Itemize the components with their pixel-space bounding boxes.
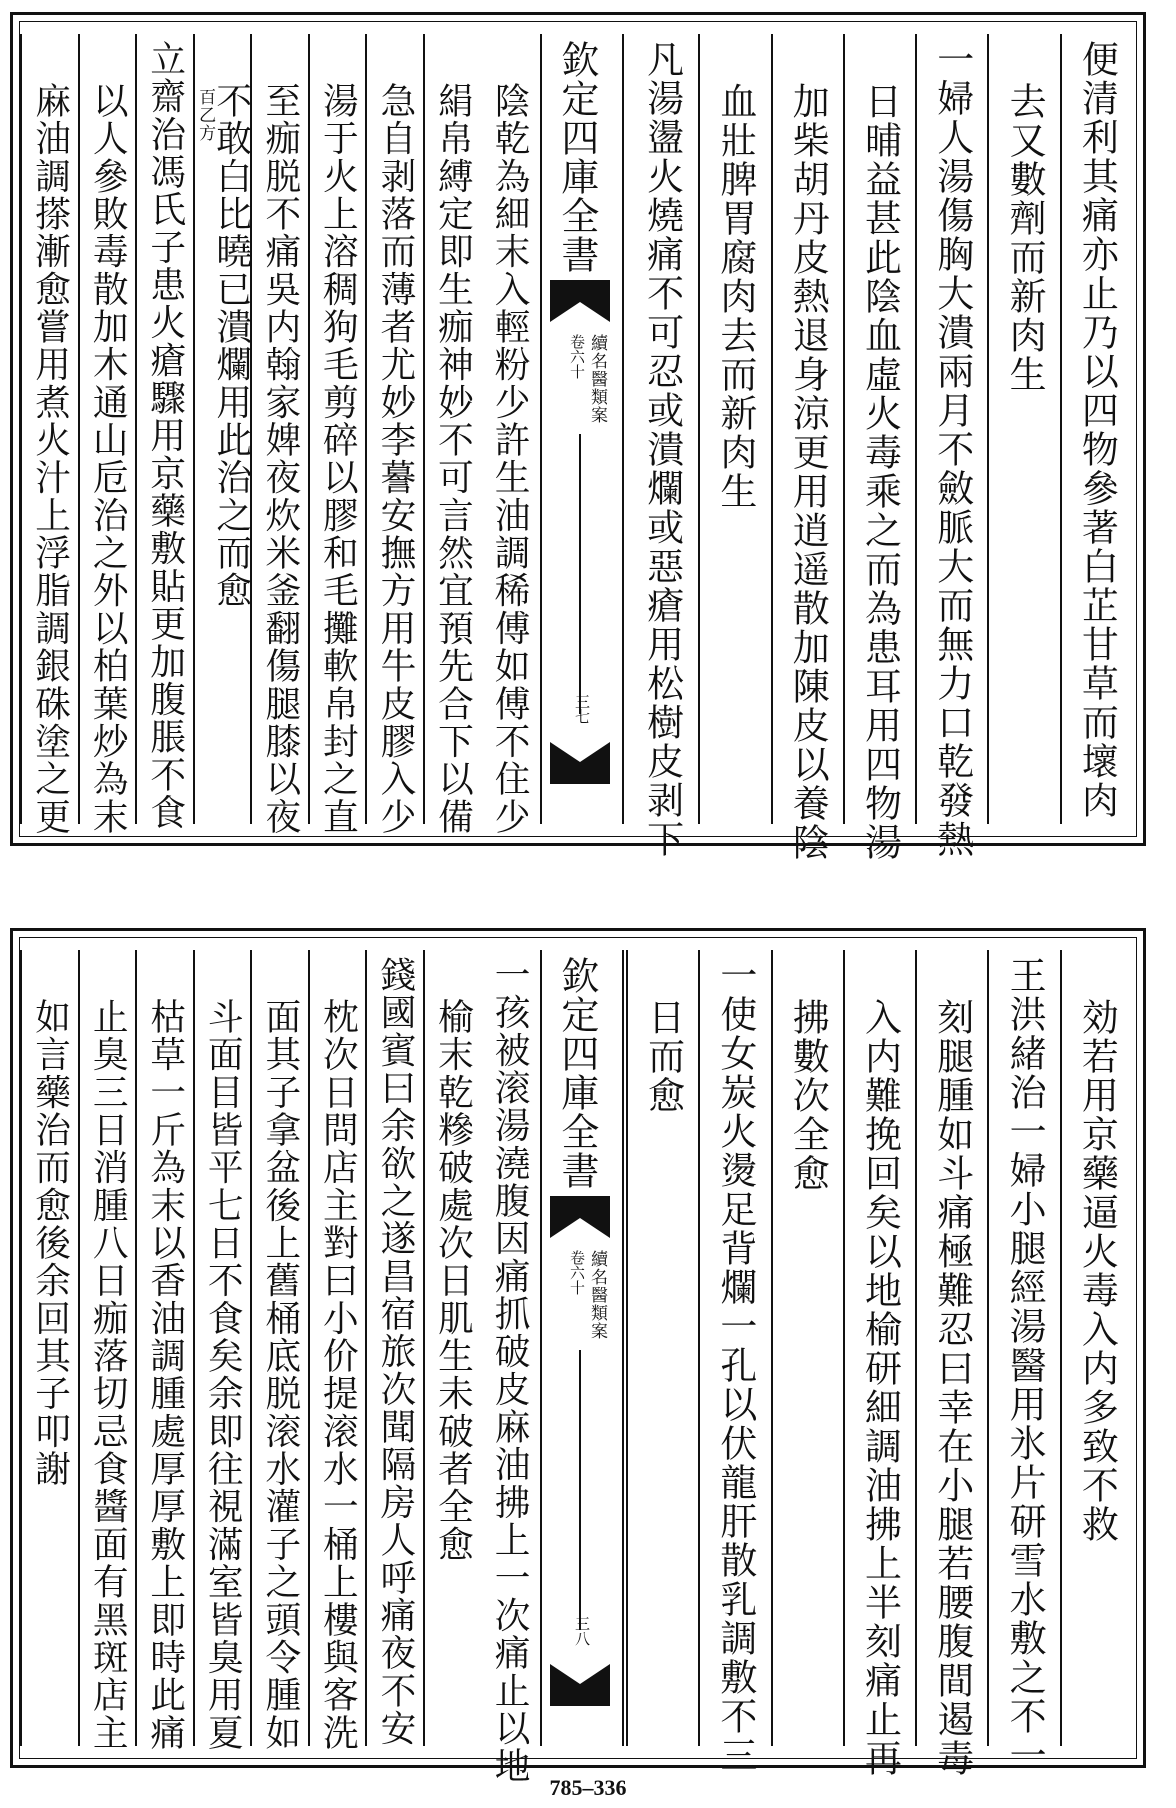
fold-center [540, 34, 624, 824]
column-text [432, 82, 474, 836]
column-text [317, 82, 359, 836]
text-column [626, 950, 698, 1746]
column-text: 入内難挽回矣以地榆研細調油拂上半刻痛止再 [858, 998, 902, 1778]
column-main-text: 止臭三日消腫八日痂落切忌食醬面有黑斑店主 [87, 998, 129, 1752]
column-text: 効若用京藥逼火毒入内多致不救 [1075, 998, 1119, 1544]
column-main-text: 如言藥治而愈後余回其子叩謝 [29, 998, 71, 1488]
column-text: 便清利其痛亦止乃以四物參著白芷甘草而壞肉 [1075, 40, 1119, 820]
column-text: 日晡益甚此陰血虛火毒乘之而為患耳用四物湯 [858, 82, 902, 862]
text-column [365, 34, 423, 836]
column-main-text: 至痂脱不痛吳内翰家婢夜炊米釜翻傷腿膝以夜 [259, 82, 301, 836]
column-text [144, 40, 186, 832]
column-main-text: 榆末乾糝破處次日肌生未破者全愈 [432, 998, 474, 1564]
column-text: 血壯脾胃腐肉去而新肉生 [713, 82, 757, 511]
column-main-text: 絹帛縛定即生痂神妙不可言然宜預先合下以備 [432, 82, 474, 836]
volume-label: 卷六十 [568, 334, 586, 379]
column-text [374, 956, 416, 1748]
column-text [489, 956, 531, 1785]
column-main-text: 以人參敗毒散加木通山卮治之外以柏葉炒為末 [87, 82, 129, 836]
column-main-text: 枕次日問店主對曰小价提滚水一桶上樓與客洗 [317, 998, 359, 1752]
column-text [259, 82, 301, 836]
column-main-text: 面其子拿盆後上舊桶底脱滚水灌子之頭令腫如 [259, 998, 301, 1752]
text-column [20, 950, 78, 1746]
text-column [843, 950, 915, 1778]
text-columns [20, 34, 1136, 862]
text-column [987, 34, 1059, 824]
column-text: 拂數次全愈 [786, 998, 830, 1193]
book-title: 續名醫類案 [587, 334, 607, 424]
text-column [698, 34, 770, 824]
column-main-text: 錢國賓曰余欲之遂昌宿旅次聞隔房人呼痛夜不安 [374, 956, 416, 1748]
text-column [915, 950, 987, 1778]
text-column [193, 34, 251, 824]
column-main-text: 湯于火上溶稠狗毛剪碎以膠和毛攤軟帛封之直 [317, 82, 359, 836]
column-text [195, 82, 252, 610]
text-column [308, 34, 366, 836]
fold-line [579, 434, 581, 714]
text-column [250, 34, 308, 836]
column-text: 刻腿腫如斗痛極難忍曰幸在小腿若腰腹間遏毒 [930, 998, 974, 1778]
column-main-text: 麻油調搽漸愈嘗用煮火汁上浮脂調銀硃塗之更 [29, 82, 71, 836]
text-column [987, 950, 1059, 1775]
column-text: 一使女炭火燙足背爛一孔以伏龍肝散乳調敷不三 [713, 956, 757, 1775]
column-text [202, 998, 244, 1752]
volume-label: 卷六十 [568, 1250, 586, 1295]
text-column [78, 950, 136, 1752]
column-main-text: 一孩被滚湯澆腹因痛抓破皮麻油拂上一次痛止以地 [489, 956, 531, 1785]
text-column [308, 950, 366, 1752]
text-column [771, 950, 843, 1746]
book-title: 續名醫類案 [587, 1250, 607, 1340]
collection-title: 欽定四庫全書 [554, 956, 599, 1190]
column-text: 加柴胡丹皮熱退身涼更用逍遥散加陳皮以養陰 [786, 82, 830, 862]
column-text [317, 998, 359, 1752]
column-main-text: 斗面目皆平七日不食矣余即往視滿室皆臭用夏 [202, 998, 244, 1752]
fishtail-mark-icon [550, 1664, 610, 1706]
column-main-text: 陰乾為細末入輕粉少許生油調稀傅如傅不住少 [489, 82, 531, 836]
column-main-text: 立齋治馮氏子患火瘡驟用京藥敷貼更加腹脹不食 [144, 40, 186, 832]
top-page [10, 12, 1146, 862]
page-number: 785–336 [549, 1775, 627, 1800]
text-column [193, 950, 251, 1752]
text-column [250, 950, 308, 1752]
page-frame [19, 937, 1137, 1785]
fishtail-mark-icon [550, 280, 610, 322]
text-column [843, 34, 915, 862]
text-column [135, 950, 193, 1752]
column-main-text: 急自剥落而薄者尤妙李謩安撫方用牛皮膠入少 [374, 82, 416, 836]
text-column [1060, 34, 1132, 824]
column-text [259, 998, 301, 1752]
column-text [489, 82, 531, 836]
text-column [78, 34, 136, 836]
text-column [423, 950, 481, 1746]
text-column [626, 34, 698, 859]
column-text: 凡湯盪火燒痛不可忍或潰爛或惡瘡用松樹皮剥下 [640, 40, 684, 859]
column-text [144, 998, 186, 1752]
text-column [135, 34, 193, 832]
text-column [480, 34, 538, 836]
fold-center [540, 950, 624, 1746]
column-text [374, 82, 416, 836]
column-text: 一婦人湯傷胸大潰兩月不斂脈大而無力口乾發熱 [930, 40, 974, 859]
text-column [1060, 950, 1132, 1746]
column-text [87, 998, 129, 1752]
text-column [915, 34, 987, 859]
text-column [698, 950, 770, 1775]
column-text: 王洪緒治一婦小腿經湯醫用氷片研雪水敷之不一 [1003, 956, 1047, 1775]
column-text [29, 998, 71, 1488]
collection-title: 欽定四庫全書 [554, 40, 599, 274]
bottom-page [10, 928, 1146, 1785]
page-frame [19, 21, 1137, 862]
fishtail-mark-icon [550, 1196, 610, 1238]
column-text: 去又數劑而新肉生 [1003, 82, 1047, 394]
text-column [480, 950, 538, 1785]
text-column [771, 34, 843, 862]
fold-line [579, 1350, 581, 1630]
column-main-text: 枯草一斤為末以香油調腫處厚厚敷上即時此痛 [144, 998, 186, 1752]
column-text: 日而愈 [641, 998, 685, 1115]
column-text [432, 998, 474, 1564]
text-column [365, 950, 423, 1746]
folio-number: 三七 [573, 694, 591, 724]
folio-number: 三八 [573, 1616, 591, 1646]
column-text [87, 82, 129, 836]
text-columns [20, 950, 1136, 1785]
column-main-text: 不敢白比曉已潰爛用此治之而愈 [210, 82, 252, 610]
fishtail-mark-icon [550, 742, 610, 784]
text-column [20, 34, 78, 836]
column-text [29, 82, 71, 836]
source-note: 百乙方 [195, 88, 216, 142]
text-column [423, 34, 481, 836]
